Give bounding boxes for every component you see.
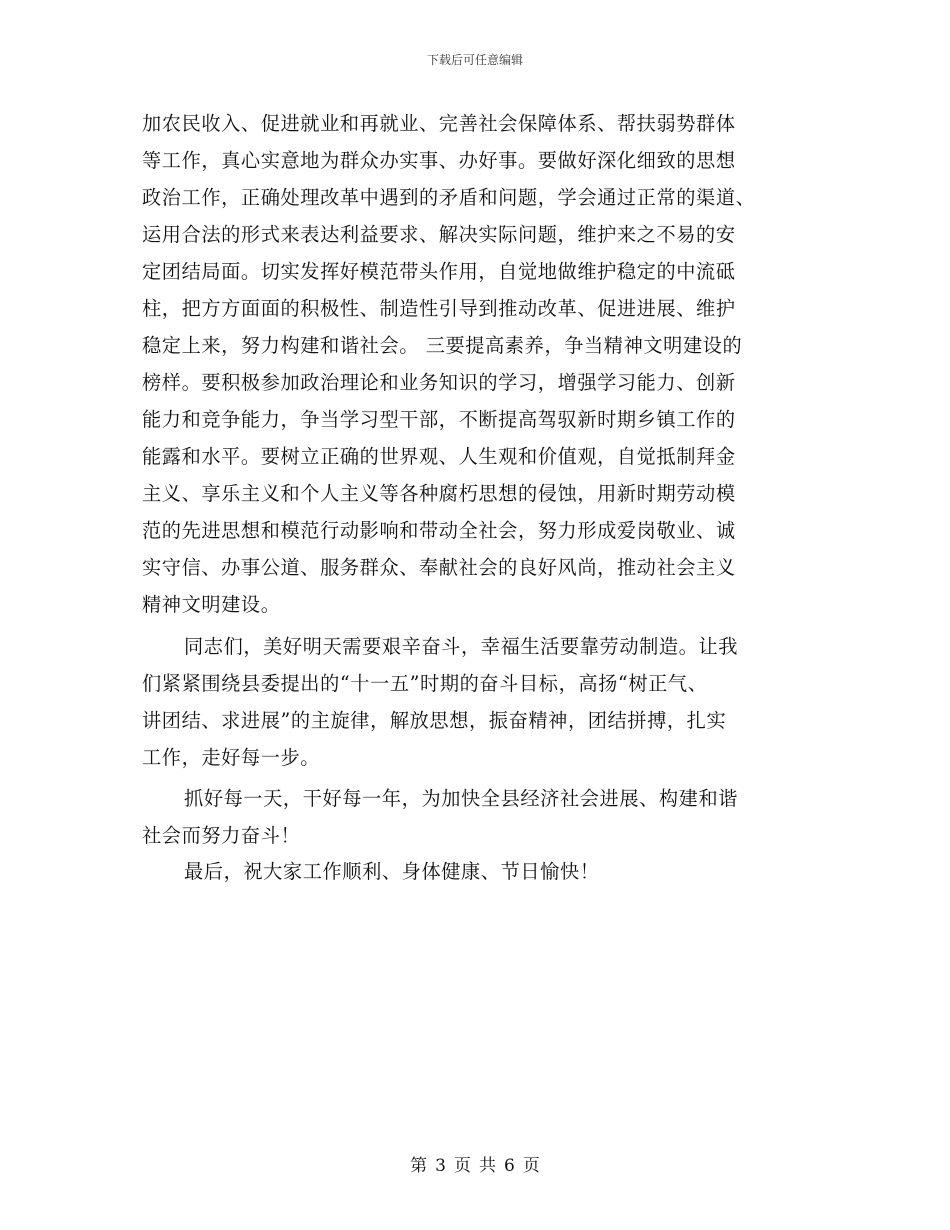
body-line: 加农民收入、促进就业和再就业、完善社会保障体系、帮扶弱势群体	[142, 112, 736, 135]
body-line: 政治工作，正确处理改革中遇到的矛盾和问题，学会通过正常的渠道、	[142, 186, 756, 209]
paragraph-first-line: 同志们，美好明天需要艰辛奋斗，幸福生活要靠劳动制造。让我	[184, 635, 739, 658]
body-line: 定团结局面。切实发挥好模范带头作用，自觉地做维护稳定的中流砥	[142, 260, 736, 283]
body-line: 等工作，真心实意地为群众办实事、办好事。要做好深化细致的思想	[142, 149, 736, 172]
body-line: 榜样。要积极参加政治理论和业务知识的学习，增强学习能力、创新	[142, 371, 736, 394]
paragraph-first-line: 抓好每一天，干好每一年，为加快全县经济社会进展、构建和谐	[184, 787, 739, 810]
footer-label-total: 共	[479, 1156, 496, 1176]
page-header-note: 下载后可任意编辑	[426, 53, 523, 67]
footer-total-pages: 6	[504, 1156, 515, 1176]
body-line: 们紧紧围绕县委提出的“十一五”时期的奋斗目标，高扬“树正气、	[142, 672, 708, 695]
body-line: 讲团结、求进展”的主旋律，解放思想，振奋精神，团结拼搏，扎实	[142, 709, 727, 732]
body-line: 实守信、办事公道、服务群众、奉献社会的良好风尚，推动社会主义	[142, 556, 736, 579]
body-line: 柱，把方方面面的积极性、制造性引导到推动改革、促进进展、维护	[142, 297, 736, 320]
body-line: 精神文明建设。	[142, 593, 281, 616]
footer-label-unit: 页	[454, 1156, 471, 1176]
body-line: 能力和竞争能力，争当学习型干部，不断提高驾驭新时期乡镇工作的	[142, 408, 736, 431]
body-line: 主义、享乐主义和个人主义等各种腐朽思想的侵蚀，用新时期劳动模	[142, 482, 736, 505]
paragraph-first-line: 最后，祝大家工作顺利、身体健康、节日愉快！	[184, 860, 600, 883]
footer-label-unit-end: 页	[522, 1156, 540, 1176]
footer-current-page: 3	[435, 1156, 446, 1176]
body-line: 工作，走好每一步。	[142, 746, 321, 769]
footer-label-page: 第	[410, 1156, 428, 1176]
body-line: 社会而努力奋斗！	[142, 824, 301, 847]
body-line: 能露和水平。要树立正确的世界观、人生观和价值观，自觉抵制拜金	[142, 445, 736, 468]
body-line: 范的先进思想和模范行动影响和带动全社会，努力形成爱岗敬业、诚	[142, 519, 736, 542]
body-line: 稳定上来，努力构建和谐社会。 三要提高素养，争当精神文明建设的	[142, 334, 743, 357]
body-line: 运用合法的形式来表达利益要求、解决实际问题，维护来之不易的安	[142, 223, 736, 246]
page-number-footer	[0, 1154, 950, 1178]
